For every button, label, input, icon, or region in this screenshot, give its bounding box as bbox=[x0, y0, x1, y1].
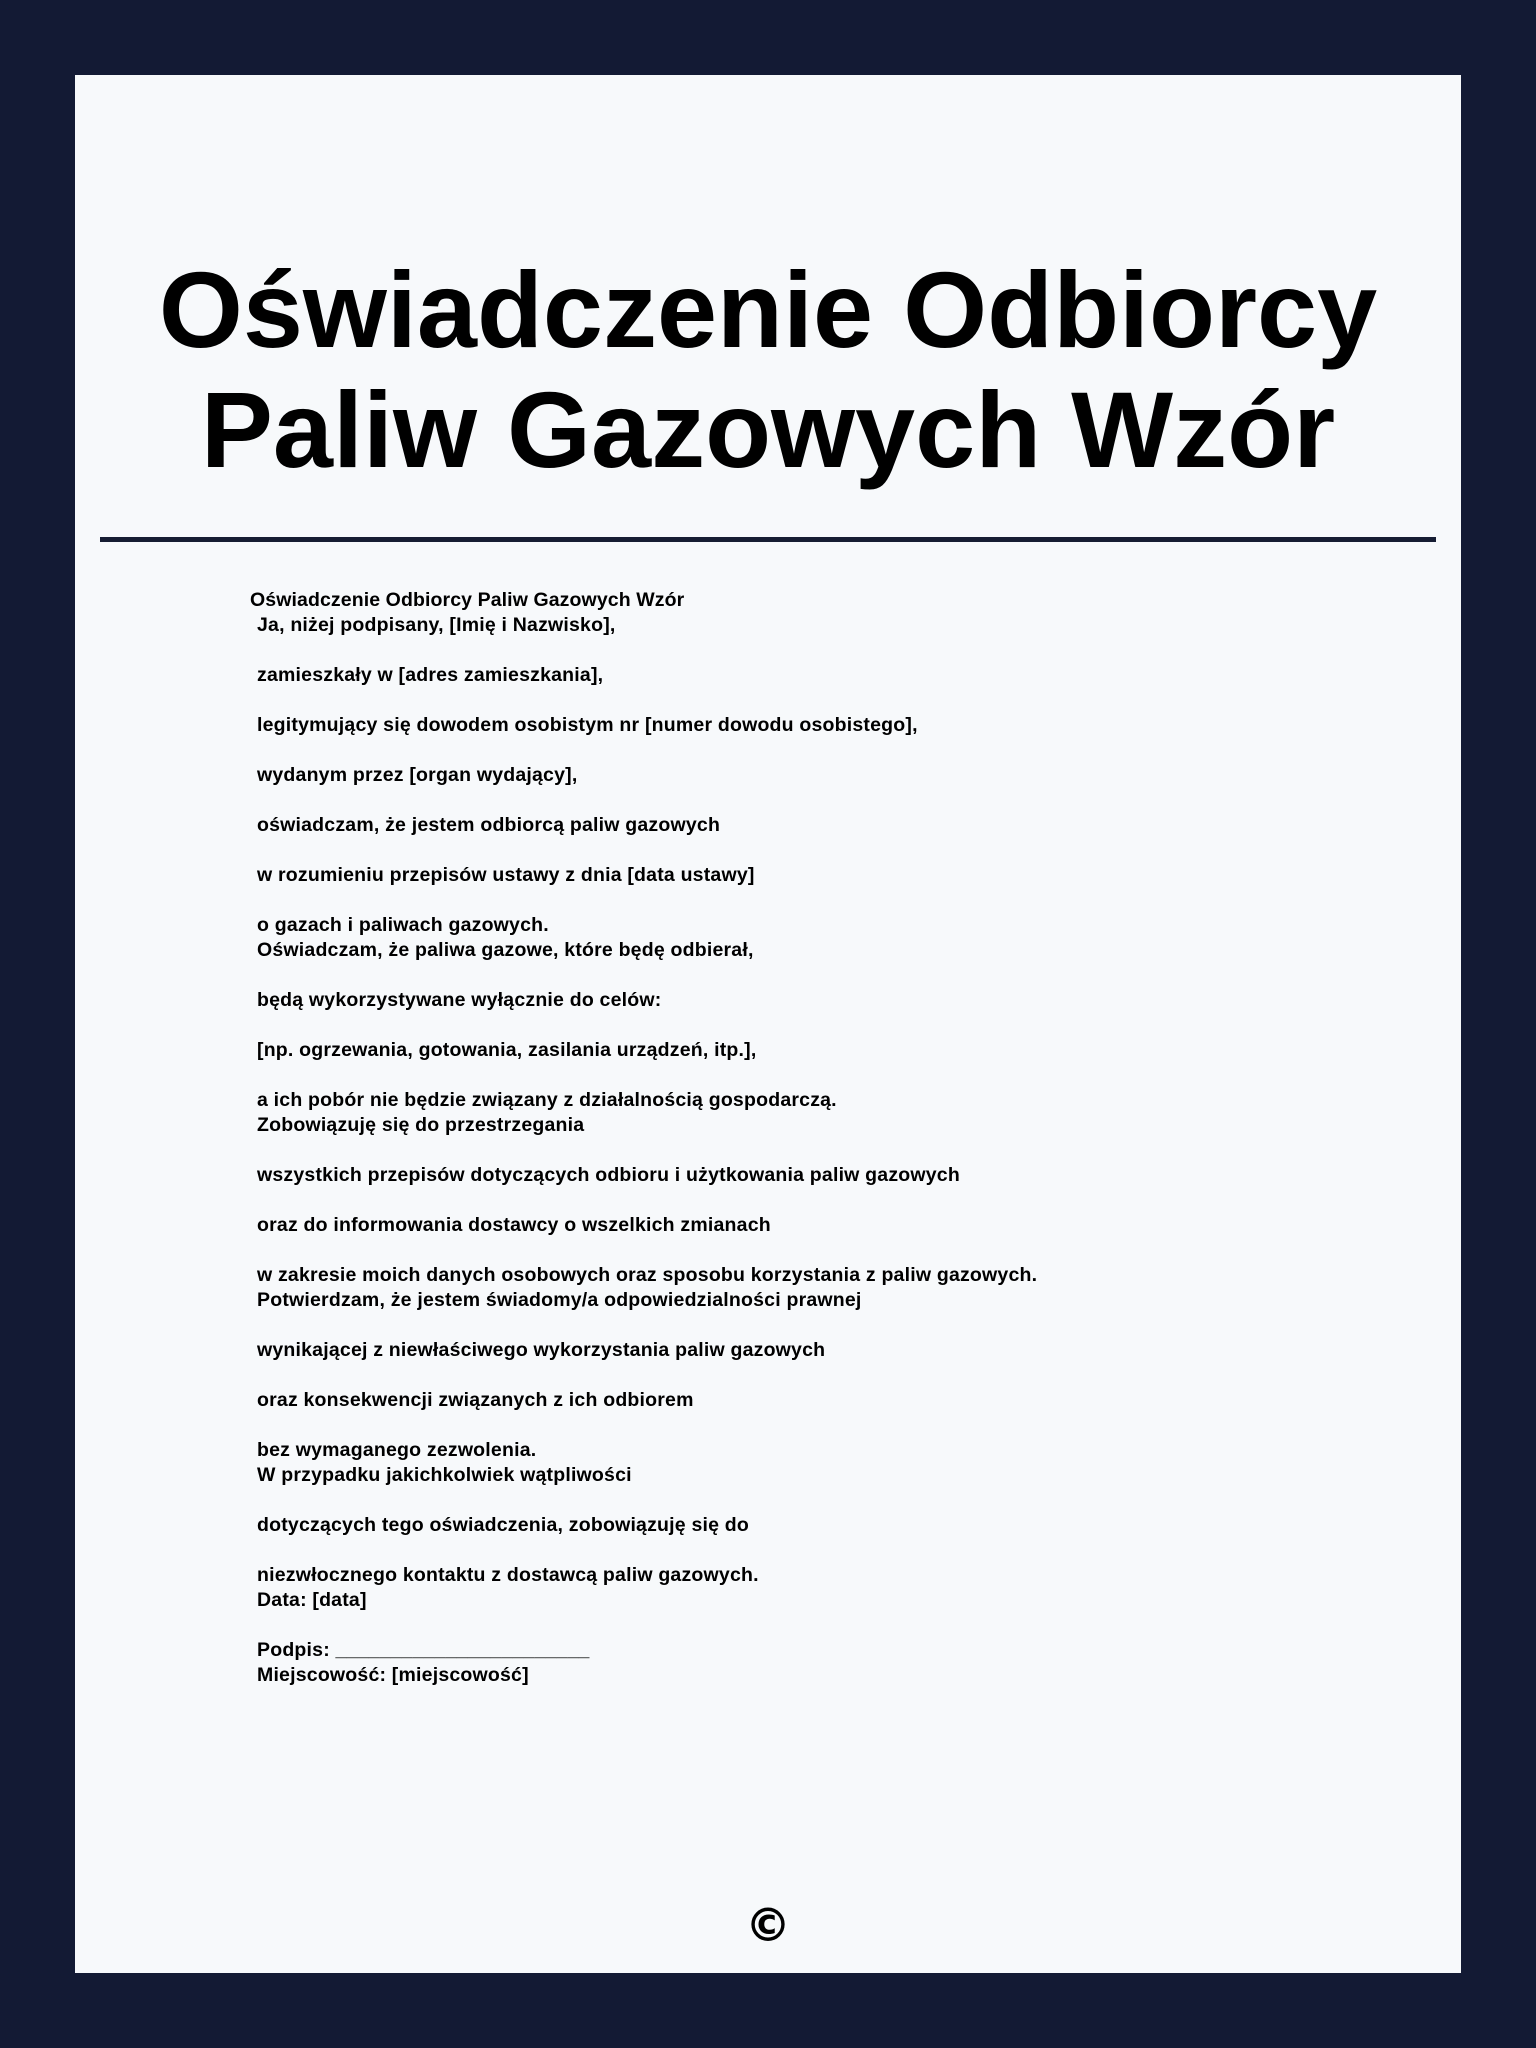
paragraph-line: Potwierdzam, że jestem świadomy/a odpowiedzialności prawnej bbox=[257, 1289, 862, 1311]
line-spacer bbox=[257, 1063, 1350, 1088]
paragraph bbox=[250, 1288, 1350, 1463]
line-spacer bbox=[257, 1363, 1350, 1388]
line-spacer bbox=[257, 638, 1350, 663]
title-line-1: Oświadczenie Odbiorcy bbox=[158, 249, 1378, 370]
line-spacer bbox=[257, 1138, 1350, 1163]
title-line-2: Paliw Gazowych Wzór bbox=[200, 369, 1336, 490]
line-spacer bbox=[257, 1188, 1350, 1213]
paragraph bbox=[250, 938, 1350, 1113]
paragraph-line: Data: [data] bbox=[257, 1589, 367, 1611]
document-title bbox=[75, 250, 1461, 490]
paragraph-line: o gazach i paliwach gazowych. bbox=[257, 914, 549, 936]
line-spacer bbox=[257, 1488, 1350, 1513]
paragraph-line: Miejscowość: [miejscowość] bbox=[257, 1664, 529, 1686]
paragraph-line: legitymujący się dowodem osobistym nr [numer dowodu osobistego], bbox=[257, 714, 918, 736]
line-spacer bbox=[257, 738, 1350, 763]
line-spacer bbox=[257, 1413, 1350, 1438]
document-page bbox=[75, 75, 1461, 1973]
paragraph-line: bez wymaganego zezwolenia. bbox=[257, 1439, 537, 1461]
title-divider bbox=[100, 537, 1436, 542]
paragraph-line: dotyczących tego oświadczenia, zobowiązuję się do bbox=[257, 1514, 749, 1536]
paragraph-line: oświadczam, że jestem odbiorcą paliw gazowych bbox=[257, 814, 721, 836]
paragraph-line: Ja, niżej podpisany, [Imię i Nazwisko], bbox=[257, 614, 616, 636]
line-spacer bbox=[257, 1238, 1350, 1263]
document-body bbox=[250, 588, 1350, 1688]
paragraph bbox=[250, 1663, 1350, 1688]
paragraph-line: Podpis: _______________________ bbox=[257, 1639, 590, 1661]
paragraph-line: wydanym przez [organ wydający], bbox=[257, 764, 578, 786]
paragraph-line: [np. ogrzewania, gotowania, zasilania urządzeń, itp.], bbox=[257, 1039, 757, 1061]
paragraph-line: niezwłocznego kontaktu z dostawcą paliw gazowych. bbox=[257, 1564, 759, 1586]
paragraph bbox=[250, 1588, 1350, 1663]
line-spacer bbox=[257, 1313, 1350, 1338]
paragraph-line: będą wykorzystywane wyłącznie do celów: bbox=[257, 989, 662, 1011]
paragraph-line: a ich pobór nie będzie związany z działalnością gospodarczą. bbox=[257, 1089, 837, 1111]
paragraph-line: W przypadku jakichkolwiek wątpliwości bbox=[257, 1464, 632, 1486]
paragraph-line: oraz do informowania dostawcy o wszelkich zmianach bbox=[257, 1214, 771, 1236]
paragraph bbox=[250, 613, 1350, 938]
copyright-icon: © bbox=[745, 1898, 791, 1952]
line-spacer bbox=[257, 963, 1350, 988]
line-spacer bbox=[257, 1013, 1350, 1038]
paragraph-line: Zobowiązuję się do przestrzegania bbox=[257, 1114, 585, 1136]
paragraph-line: wszystkich przepisów dotyczących odbioru i użytkowania paliw gazowych bbox=[257, 1164, 960, 1186]
document-heading: Oświadczenie Odbiorcy Paliw Gazowych Wzór bbox=[250, 589, 685, 611]
line-spacer bbox=[257, 788, 1350, 813]
paragraph bbox=[250, 1463, 1350, 1588]
paragraph-line: zamieszkały w [adres zamieszkania], bbox=[257, 664, 604, 686]
line-spacer bbox=[257, 688, 1350, 713]
paragraph-line: wynikającej z niewłaściwego wykorzystania paliw gazowych bbox=[257, 1339, 826, 1361]
line-spacer bbox=[257, 1538, 1350, 1563]
paragraph-line: w zakresie moich danych osobowych oraz sposobu korzystania z paliw gazowych. bbox=[257, 1264, 1038, 1286]
paragraph-line: Oświadczam, że paliwa gazowe, które będę odbierał, bbox=[257, 939, 754, 961]
paragraph-line: oraz konsekwencji związanych z ich odbiorem bbox=[257, 1389, 694, 1411]
line-spacer bbox=[257, 1613, 1350, 1638]
line-spacer bbox=[257, 838, 1350, 863]
paragraph bbox=[250, 1113, 1350, 1288]
paragraph-line: w rozumieniu przepisów ustawy z dnia [data ustawy] bbox=[257, 864, 755, 886]
line-spacer bbox=[257, 888, 1350, 913]
